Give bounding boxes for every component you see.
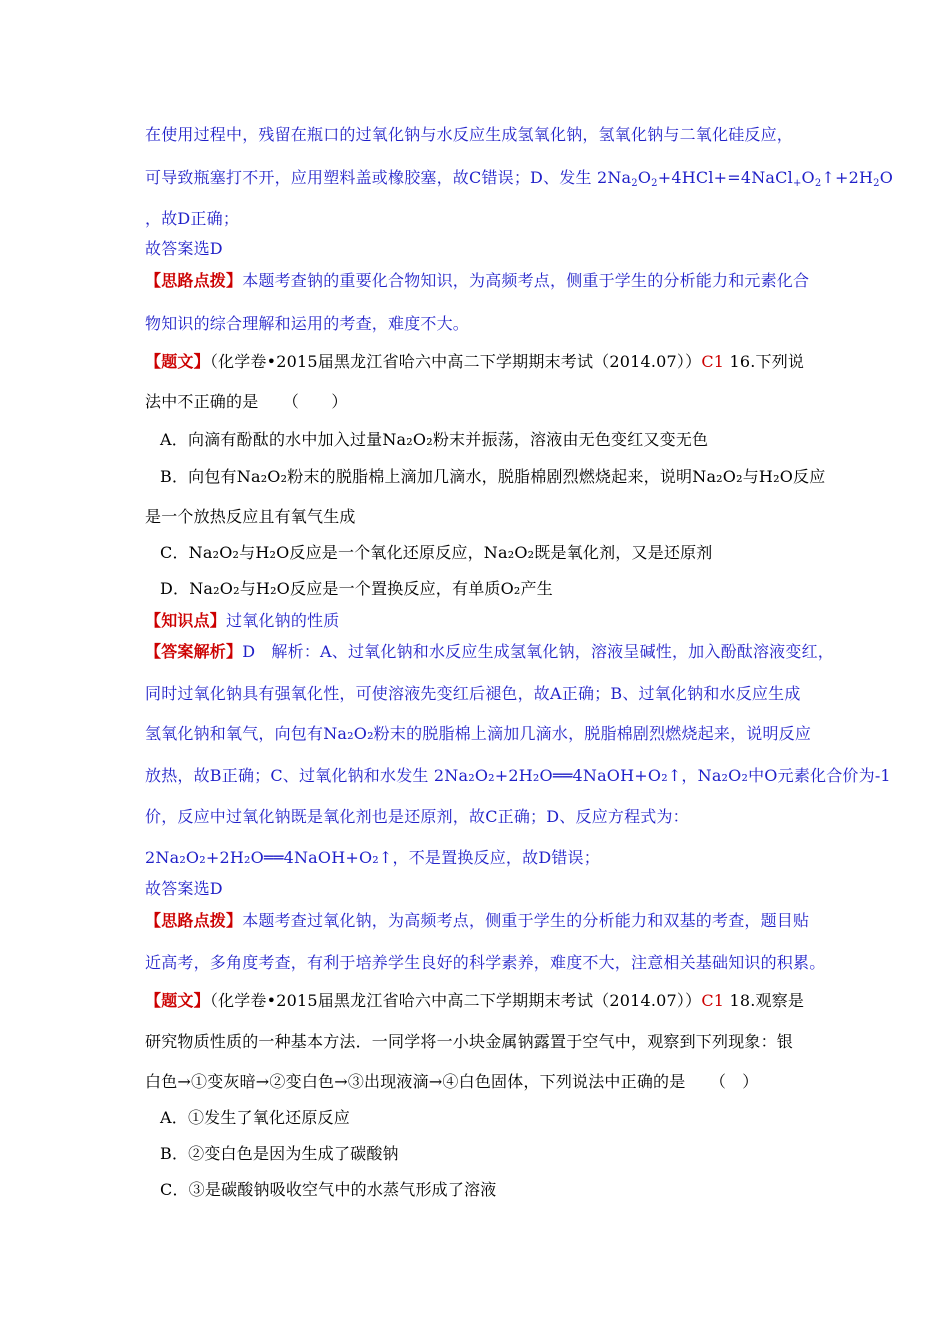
- subscript: 2: [814, 178, 822, 189]
- q18-option-c: C．③是碳酸钠吸收空气中的水蒸气形成了溶液: [160, 1180, 497, 1199]
- q16-code: C1: [701, 352, 725, 371]
- tip-label: 【思路点拨】: [145, 271, 243, 290]
- q18-header: [145, 990, 804, 1012]
- q16-option-b: B．向包有Na₂O₂粉末的脱脂棉上滴加几滴水，脱脂棉剧烈燃烧起来，说明Na₂O₂与H₂O反应: [160, 467, 826, 486]
- q16-answer-conclusion: 故答案选D: [145, 879, 223, 898]
- q16-answer: [145, 641, 834, 663]
- prev-answer-line-2: [145, 167, 893, 189]
- equation-text: ↑+2H: [821, 168, 874, 187]
- q16-label: 【题文】: [145, 352, 210, 371]
- q18-label: 【题文】: [145, 991, 210, 1010]
- subscript: 2: [873, 178, 880, 189]
- subscript: +: [792, 178, 802, 189]
- q16-option-d: D．Na₂O₂与H₂O反应是一个置换反应，有单质O₂产生: [160, 579, 553, 598]
- equation-text: O: [879, 168, 894, 187]
- q16-header: [145, 351, 804, 373]
- equation-text: 可导致瓶塞打不开，应用塑料盖或橡胶塞，故C错误；D、发生 2Na: [145, 168, 632, 187]
- tip-label: 【思路点拨】: [145, 911, 243, 930]
- q16-option-a: A．向滴有酚酞的水中加入过量Na₂O₂粉末并振荡，溶液由无色变红又变无色: [160, 430, 709, 449]
- q18-stem-line-3: 白色→①变灰暗→②变白色→③出现液滴→④白色固体，下列说法中正确的是 （ ）: [145, 1072, 759, 1091]
- tip-text: 本题考查过氧化钠，为高频考点，侧重于学生的分析能力和双基的考查，题目贴: [242, 911, 810, 930]
- equation-text: O: [637, 168, 652, 187]
- q16-source: （化学卷•2015届黑龙江省哈六中高二下学期期末考试（2014.07））: [209, 352, 702, 371]
- q16-answer-line-3: 氢氧化钠和氧气，向包有Na₂O₂粉末的脱脂棉上滴加几滴水，脱脂棉剧烈燃烧起来，说明反应: [145, 724, 812, 743]
- q16-option-c: C．Na₂O₂与H₂O反应是一个氧化还原反应，Na₂O₂既是氧化剂，又是还原剂: [160, 543, 713, 562]
- tip-text: 本题考查钠的重要化合物知识，为高频考点，侧重于学生的分析能力和元素化合: [242, 271, 810, 290]
- q18-option-a: A．①发生了氧化还原反应: [160, 1108, 350, 1127]
- prev-answer-line-1: 在使用过程中，残留在瓶口的过氧化钠与水反应生成氢氧化钠，氢氧化钠与二氧化硅反应，: [145, 125, 794, 144]
- q18-stem: 18.观察是: [724, 991, 805, 1010]
- q16-answer-line-2: 同时过氧化钠具有强氧化性，可使溶液先变红后褪色，故A正确；B、过氧化钠和水反应生成: [145, 684, 801, 703]
- q18-stem-line-2: 研究物质性质的一种基本方法．一同学将一小块金属钠露置于空气中，观察到下列现象：银: [145, 1032, 794, 1051]
- subscript: 2: [631, 178, 638, 189]
- kp-label: 【知识点】: [145, 611, 227, 630]
- q16-answer-line-5: 价，反应中过氧化钠既是氧化剂也是还原剂，故C正确；D、反应方程式为：: [145, 807, 689, 826]
- equation-text: O: [801, 168, 815, 187]
- q16-answer-line-6: 2Na₂O₂+2H₂O══4NaOH+O₂↑，不是置换反应，故D错误；: [145, 848, 600, 867]
- prev-tip: [145, 270, 809, 292]
- q16-stem-line-2: 法中不正确的是 （ ）: [145, 392, 348, 411]
- answer-text: D 解析：A、过氧化钠和水反应生成氢氧化钠，溶液呈碱性，加入酚酞溶液变红，: [242, 642, 834, 661]
- q18-source: （化学卷•2015届黑龙江省哈六中高二下学期期末考试（2014.07））: [209, 991, 702, 1010]
- prev-answer-line-3: ，故D正确；: [145, 209, 240, 228]
- q16-stem: 16.下列说: [724, 352, 805, 371]
- q16-option-b-cont: 是一个放热反应且有氧气生成: [145, 507, 356, 526]
- q16-tip-line-2: 近高考，多角度考查，有利于培养学生良好的科学素养，难度不大，注意相关基础知识的积累。: [145, 953, 826, 972]
- q18-code: C1: [701, 991, 725, 1010]
- q16-answer-line-4: 放热，故B正确；C、过氧化钠和水发生 2Na₂O₂+2H₂O══4NaOH+O₂↑，Na₂O₂中O元素化合价为-1: [145, 766, 891, 785]
- q18-option-b: B．②变白色是因为生成了碳酸钠: [160, 1144, 399, 1163]
- kp-text: 过氧化钠的性质: [226, 611, 340, 630]
- answer-label: 【答案解析】: [145, 642, 243, 661]
- q16-knowledge-point: [145, 610, 339, 632]
- q16-tip: [145, 910, 809, 932]
- equation-text: +4HCl+=4NaCl: [657, 168, 793, 187]
- prev-tip-line-2: 物知识的综合理解和运用的考查，难度不大。: [145, 314, 470, 333]
- prev-answer-conclusion: 故答案选D: [145, 239, 223, 258]
- subscript: 2: [651, 178, 658, 189]
